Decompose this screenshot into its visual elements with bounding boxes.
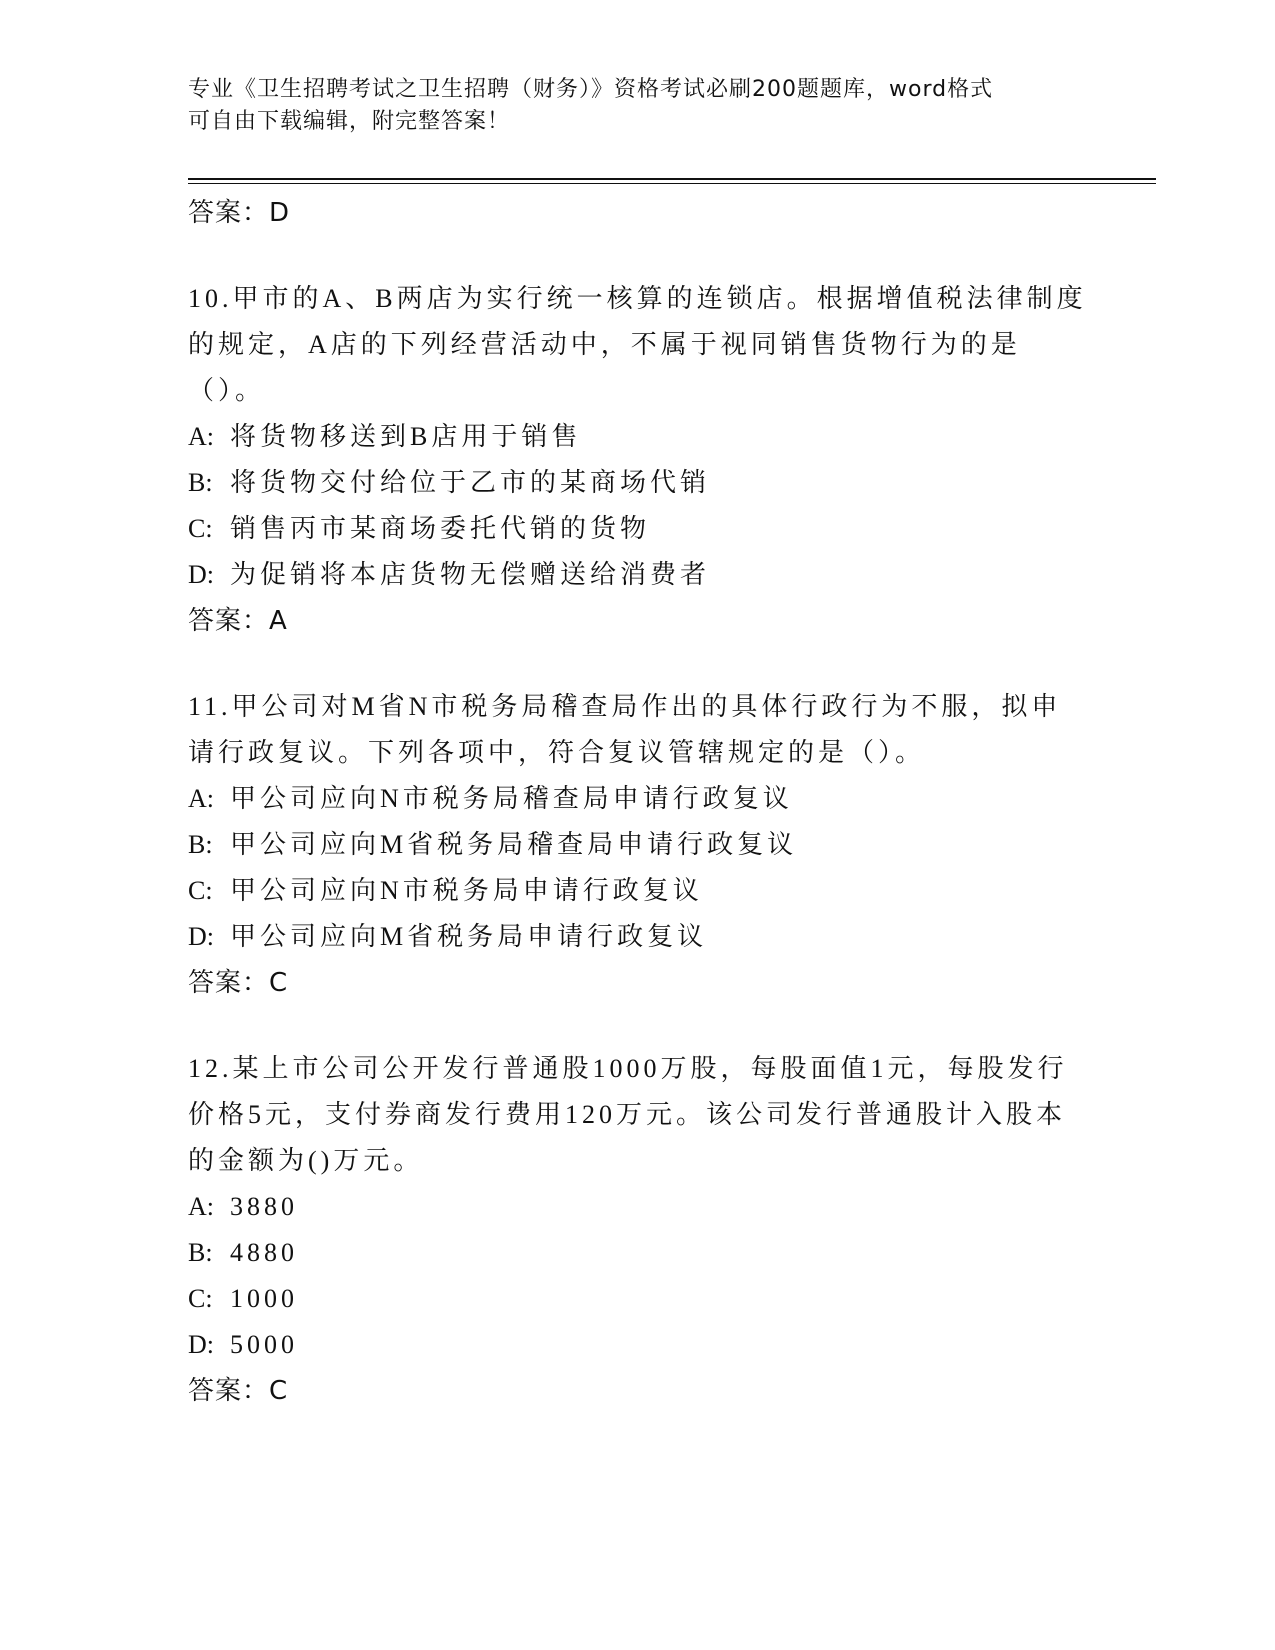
option-text: 将货物交付给位于乙市的某商场代销 — [230, 468, 711, 497]
header-line-2: 可自由下载编辑，附完整答案！ — [188, 109, 511, 134]
option-key: C: — [188, 514, 213, 543]
option-b — [188, 460, 1088, 506]
document-body — [188, 190, 1088, 1414]
option-text: 甲公司应向N市税务局稽查局申请行政复议 — [230, 784, 793, 813]
option-key: B: — [188, 1238, 213, 1267]
question-stem: 10.甲市的A、B两店为实行统一核算的连锁店。根据增值税法律制度的规定，A店的下列经营活动中，不属于视同销售货物行为的是（）。 — [188, 284, 1087, 405]
option-b — [188, 822, 1088, 868]
question-12 — [188, 1046, 1088, 1414]
header-line-1: 专业《卫生招聘考试之卫生招聘（财务）》资格考试必刷200题题库，word格式 — [188, 77, 994, 102]
option-d — [188, 552, 1088, 598]
option-c — [188, 506, 1088, 552]
option-key: D: — [188, 1330, 214, 1359]
option-c — [188, 1276, 1088, 1322]
option-key: D: — [188, 922, 214, 951]
option-b — [188, 1230, 1088, 1276]
option-key: A: — [188, 784, 214, 813]
option-text: 5000 — [230, 1330, 298, 1359]
option-text: 甲公司应向M省税务局申请行政复议 — [230, 922, 708, 951]
option-c — [188, 868, 1088, 914]
option-a — [188, 1184, 1088, 1230]
answer: 答案：C — [188, 968, 289, 998]
option-text: 4880 — [230, 1238, 298, 1267]
option-d — [188, 1322, 1088, 1368]
header-divider — [188, 178, 1156, 180]
answer: 答案：C — [188, 1376, 289, 1406]
option-text: 为促销将本店货物无偿赠送给消费者 — [230, 560, 711, 589]
header-divider-thin — [188, 183, 1156, 184]
document-header — [188, 74, 1088, 138]
option-key: B: — [188, 830, 213, 859]
question-stem: 12.某上市公司公开发行普通股1000万股，每股面值1元，每股发行价格5元，支付券商发行费用120万元。该公司发行普通股计入股本的金额为()万元。 — [188, 1054, 1068, 1175]
answer: 答案：A — [188, 606, 288, 636]
previous-answer: 答案：D — [188, 198, 291, 228]
option-key: D: — [188, 560, 214, 589]
option-text: 甲公司应向N市税务局申请行政复议 — [230, 876, 703, 905]
option-key: C: — [188, 876, 213, 905]
option-a — [188, 414, 1088, 460]
option-a — [188, 776, 1088, 822]
option-d — [188, 914, 1088, 960]
option-key: A: — [188, 422, 214, 451]
option-text: 3880 — [230, 1192, 298, 1221]
option-text: 1000 — [230, 1284, 298, 1313]
option-text: 销售丙市某商场委托代销的货物 — [230, 514, 651, 543]
option-text: 甲公司应向M省税务局稽查局申请行政复议 — [230, 830, 798, 859]
question-10 — [188, 276, 1088, 644]
question-stem: 11.甲公司对M省N市税务局稽查局作出的具体行政行为不服，拟申请行政复议。下列各项中，符合复议管辖规定的是（）。 — [188, 692, 1062, 767]
option-key: A: — [188, 1192, 214, 1221]
question-11 — [188, 684, 1088, 1006]
option-text: 将货物移送到B店用于销售 — [230, 422, 582, 451]
option-key: B: — [188, 468, 213, 497]
option-key: C: — [188, 1284, 213, 1313]
